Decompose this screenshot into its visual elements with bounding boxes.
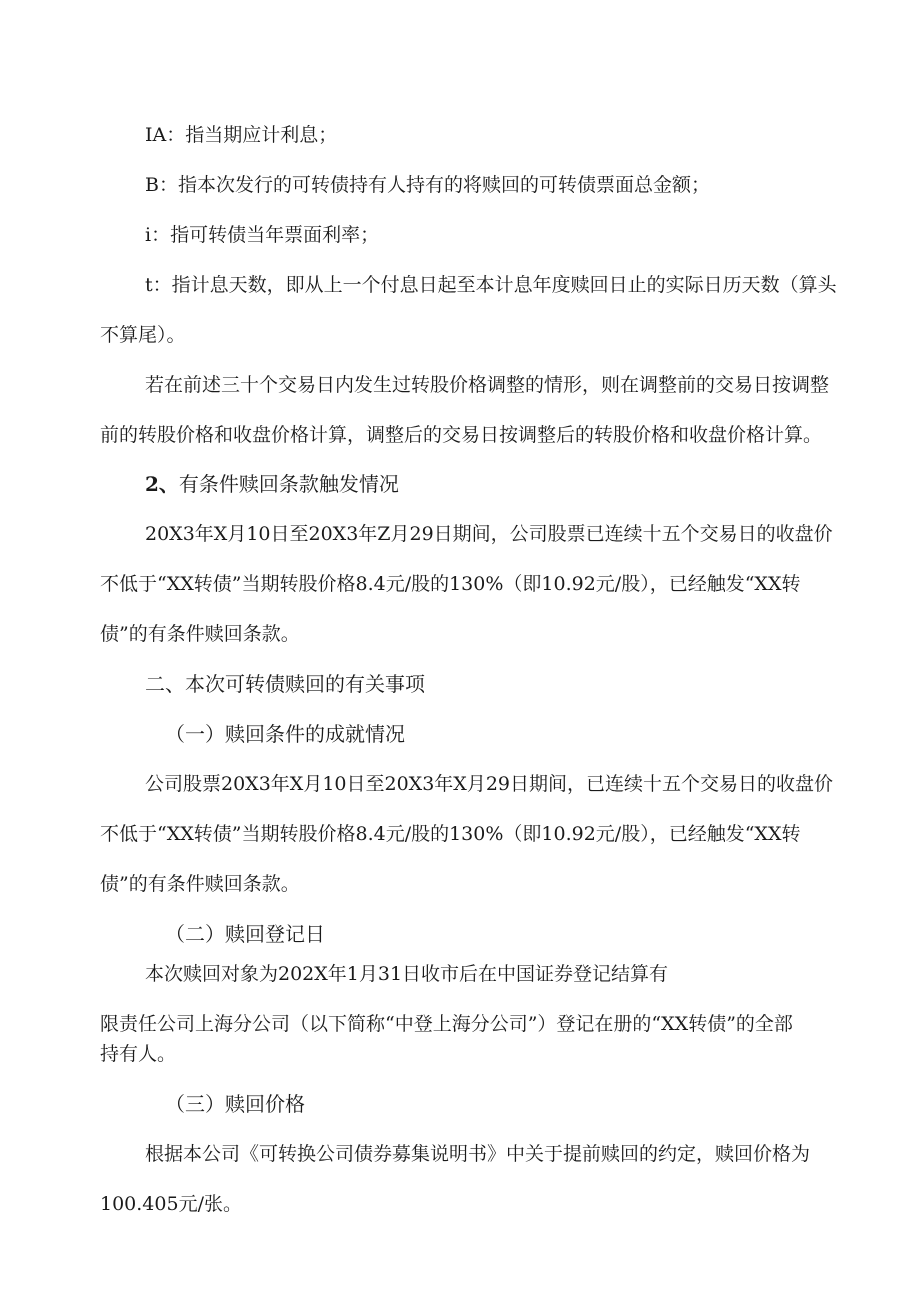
- paragraph-adjustment: 若在前述三十个交易日内发生过转股价格调整的情形，则在调整前的交易日按调整: [145, 374, 830, 396]
- definition-ia: IA：指当期应计利息；: [145, 124, 338, 146]
- paragraph-record-date-3: 持有人。: [100, 1043, 177, 1065]
- paragraph-price: 根据本公司《可转换公司债券募集说明书》中关于提前赎回的约定，赎回价格为: [145, 1143, 811, 1165]
- subheading-2: （二）赎回登记日: [165, 922, 325, 946]
- definition-t: t：指计息天数，即从上一个付息日起至本计息年度赎回日止的实际日历天数（算头: [145, 274, 837, 296]
- section-heading-ii: 二、本次可转债赎回的有关事项: [145, 672, 425, 696]
- paragraph-record-date: 本次赎回对象为202X年1月31日收市后在中国证券登记结算有: [145, 963, 669, 985]
- definition-i: i：指可转债当年票面利率；: [145, 224, 380, 246]
- paragraph-trigger: 20X3年X月10日至20X3年Z月29日期间，公司股票已连续十五个交易日的收盘价: [145, 523, 833, 545]
- paragraph-condition-2: 不低于“XX转债”当期转股价格8.4元/股的130%（即10.92元/股），已经触发“XX转: [100, 823, 801, 845]
- section-heading-2: [145, 472, 875, 496]
- paragraph-trigger-2: 不低于“XX转债”当期转股价格8.4元/股的130%（即10.92元/股），已经触发“XX转: [100, 573, 801, 595]
- section-number: 2、: [145, 472, 179, 496]
- paragraph-price-value: 100.405元/张。: [100, 1193, 242, 1215]
- paragraph-condition: 公司股票20X3年X月10日至20X3年X月29日期间，已连续十五个交易日的收盘价: [145, 773, 833, 795]
- paragraph-record-date-2: 限责任公司上海分公司（以下简称“中登上海分公司”）登记在册的“XX转债”的全部: [100, 1013, 793, 1035]
- definition-t-continued: 不算尾）。: [100, 324, 186, 346]
- subheading-1: （一）赎回条件的成就情况: [165, 722, 405, 746]
- paragraph-adjustment-continued: 前的转股价格和收盘价格计算，调整后的交易日按调整后的转股价格和收盘价格计算。: [100, 424, 823, 446]
- paragraph-condition-3: 债”的有条件赎回条款。: [100, 873, 300, 895]
- subheading-3: （三）赎回价格: [165, 1092, 305, 1116]
- definition-b: B：指本次发行的可转债持有人持有的将赎回的可转债票面总金额；: [145, 174, 710, 196]
- paragraph-trigger-3: 债”的有条件赎回条款。: [100, 623, 300, 645]
- section-title: 有条件赎回条款触发情况: [178, 472, 399, 496]
